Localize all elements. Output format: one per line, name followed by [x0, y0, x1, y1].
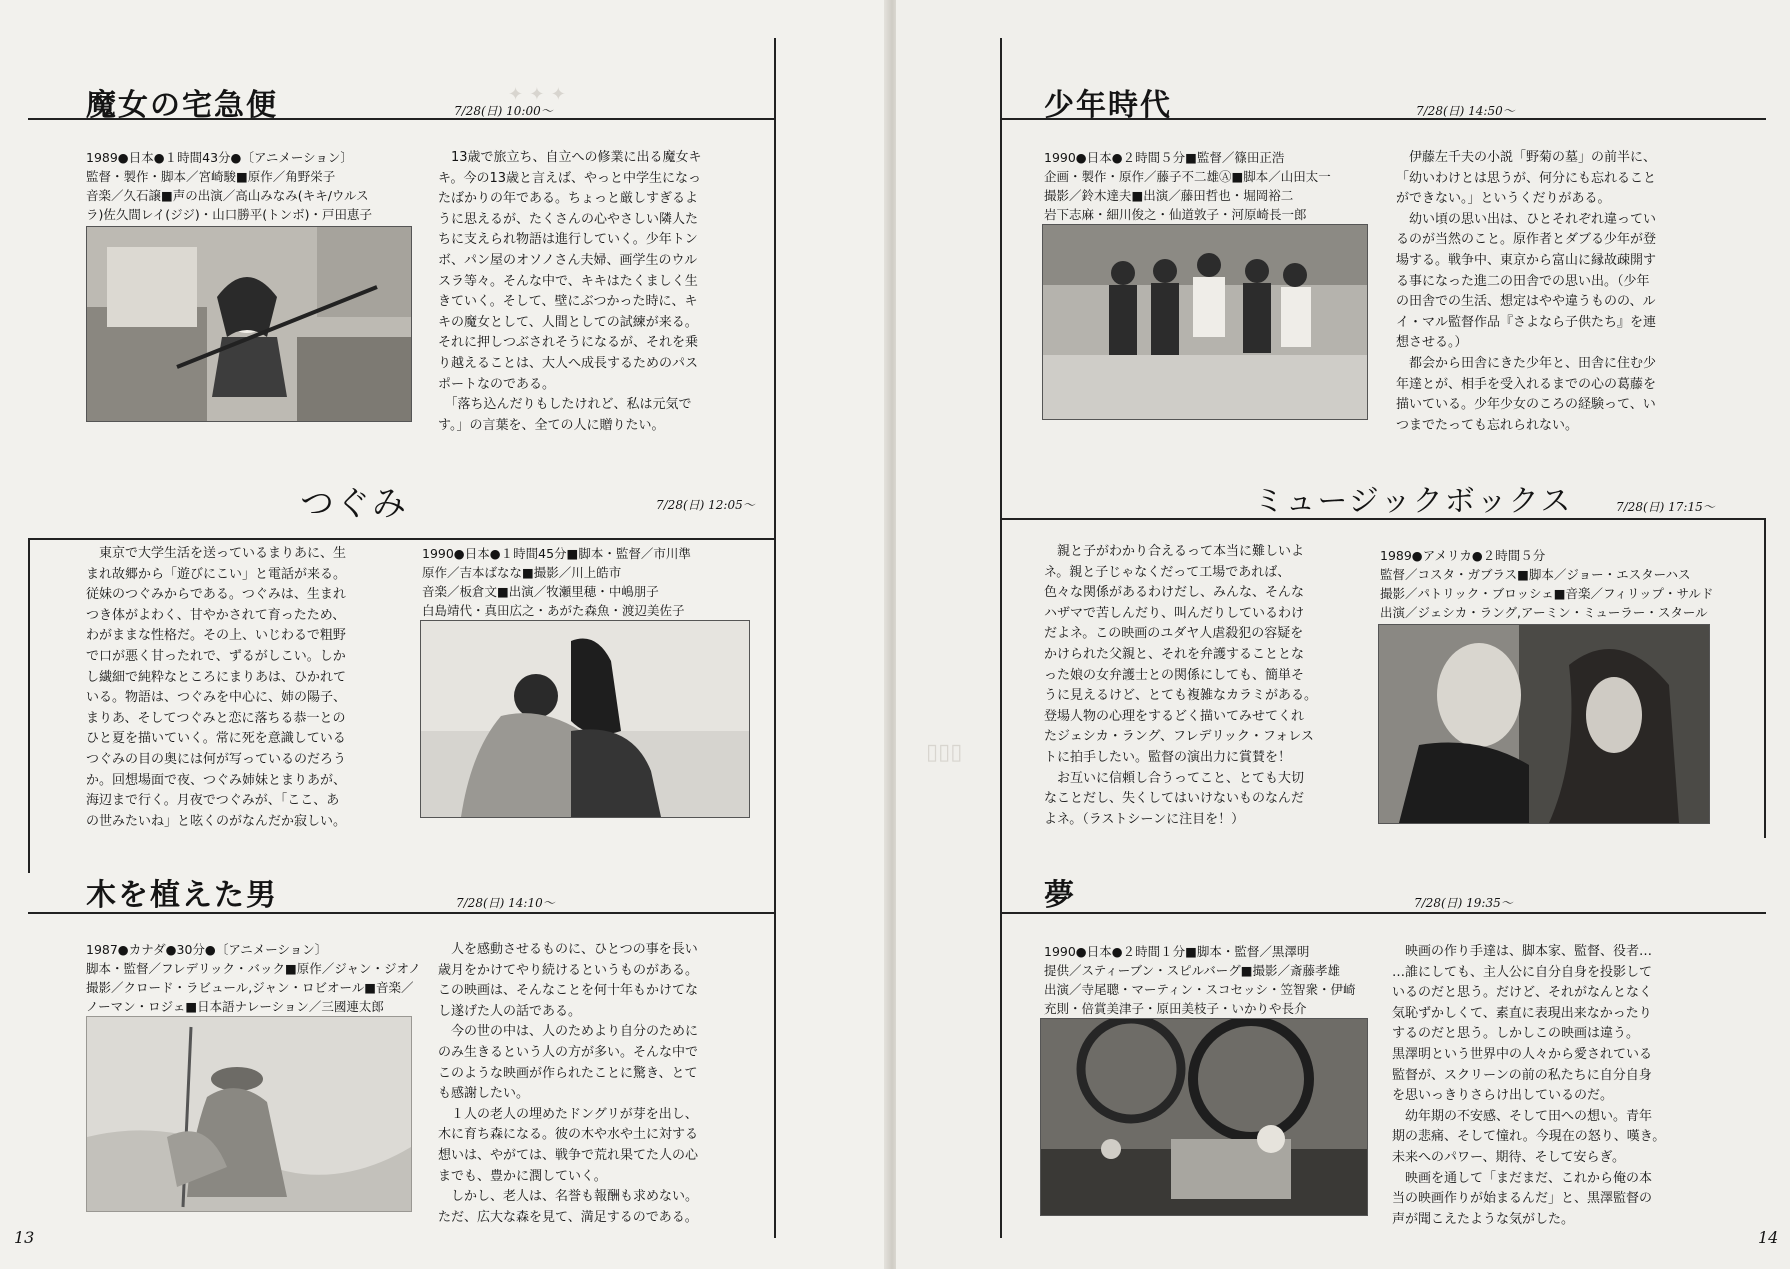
film-review-music-box: 親と子がわかり合えるって本当に難しいよ ネ。親と子じゃなくだって工場であれば、 色々な関係があるわけだし、みんな、そんな ハザマで苦しんだり、叫んだりしているわけ だよネ。この映画のユダヤ人虐殺犯の容疑を かけられた父親と、それを弁護することとな った娘の女弁護士との関係にしても、簡単そ うに見えるけど、とても複雑なカラミがある。 登場人物の心理をするどく描いてみせてくれ たジェシカ・ラング、フレデリック・フォレス トに拍手したい。監督の演出力に賞賛を！ お互いに信頼し合うってこと、とても大切 なことだし、失くしてはいけないものなんだ よネ。（ラストシーンに注目を！） — [1044, 544, 1318, 827]
film-still-music-box — [1378, 624, 1710, 824]
film-credits-dreams: 1990●日本●２時間１分■脚本・監督／黒澤明 提供／スティーブン・スピルバーグ■撮影／斎藤孝雄 出演／寺尾聰・マーティン・スコセッシ・笠智衆・伊崎 充則・倍賞美津子・原田美枝子・いかりや長介 — [1044, 944, 1356, 1016]
film-review-man-who-planted-trees: 人を感動させるものに、ひとつの事を長い 歳月をかけてやり続けるというものがある。 この映画は、そんなことを何十年もかけてな し遂げた人の話である。 今の世の中は、人のためより自分のために のみ生きるという人の方が多い。そんな中で このような映画が作られたことに驚き、とて も感謝したい。 １人の老人の埋めたドングリが芽を出し、 木に育ち森になる。彼の木や水や土に対する 想いは、やがては、戦争で荒れ果てた人の心 までも、豊かに潤していく。 しかし、老人は、名誉も報酬も求めない。 ただ、広大な森を見て、満足するのである。 — [438, 942, 699, 1225]
page-frame-right-line — [774, 38, 776, 1238]
film-credits-music-box: 1989●アメリカ●２時間５分 監督／コスタ・ガブラス■脚本／ジョー・エスターハス 撮影／パトリック・ブロッシェ■音楽／フィリップ・サルド 出演／ジェシカ・ラング,アーミン・ミューラー・スタール — [1380, 548, 1714, 620]
right-page — [896, 0, 1790, 1269]
bleed-through-text: ▯▯▯ — [926, 740, 963, 765]
film-review-dreams: 映画の作り手達は、脚本家、監督、役者… …誰にしても、主人公に自分自身を投影して いるのだと思う。だけど、それがなんとなく 気恥ずかしくて、素直に表現出来なかったり するのだと思う。しかしこの映画は違う。 黒澤明という世界中の人々から愛されている 監督が、スクリーンの前の私たちに自分自身 を思いっきりさらけ出しているのだ。 幼年期の不安感、そして田への想い。青年 期の悲痛、そして憧れ。今現在の怒り、嘆き。 未来へのパワー、期待、そして安らぎ。 映画を通して「まだまだ、これから俺の本 当の映画作りが始まるんだ」と、黒澤監督の 声が聞こえたような気がした。 — [1392, 944, 1666, 1227]
page-frame-left-line — [1000, 38, 1002, 1238]
film-still-tsugumi — [420, 620, 750, 818]
film-still-kiki — [86, 226, 412, 422]
film-credits-kiki: 1989●日本●１時間43分●〔アニメーション〕 監督・製作・脚本／宮崎駿■原作／角野栄子 音楽／久石譲■声の出演／高山みなみ(キキ/ウルス ラ)佐久間レイ(ジジ)・山口勝平(トンボ)・戸田恵子 — [86, 150, 372, 222]
film-title-tsugumi: つぐみ — [300, 484, 408, 524]
screening-time-shonen-jidai: 7/28(日) 14:50〜 — [1416, 104, 1515, 118]
bleed-through-text: ✦ ✦ ✦ — [508, 84, 566, 105]
film-still-dreams — [1040, 1018, 1368, 1216]
film-title-shonen-jidai: 少年時代 — [1044, 88, 1172, 123]
page-number-left: 13 — [14, 1228, 35, 1247]
film-title-man-who-planted-trees: 木を植えた男 — [86, 878, 278, 913]
film-title-kiki: 魔女の宅急便 — [86, 88, 278, 123]
film-title-music-box: ミュージックボックス — [1254, 484, 1573, 519]
screening-time-tsugumi: 7/28(日) 12:05〜 — [656, 498, 755, 512]
film-still-man-who-planted-trees — [86, 1016, 412, 1212]
frame-left-line-tsugumi — [28, 538, 30, 873]
film-review-shonen-jidai: 伊藤左千夫の小説「野菊の墓」の前半に、 「幼いわけとは思うが、何分にも忘れること ができない。」というくだりがある。 幼い頃の思い出は、ひとそれぞれ違ってい るのが当然のこと。原作者とダブる少年が登 場する。戦争中、東京から富山に縁故疎開す る事になった進二の田舎での思い出。（少年 の田舎での生活、想定はやや違うものの、ル イ・マル監督作品『さよなら子供たち』を連 想させる。） 都会から田舎にきた少年と、田舎に住む少 年達とが、相手を受入れるまでの心の葛藤を 描いている。少年少女のころの経験って、い つまでたっても忘れられない。 — [1396, 150, 1657, 433]
film-review-kiki: 13歳で旅立ち、自立への修業に出る魔女キ キ。今の13歳と言えば、やっと中学生になっ たばかりの年である。ちょっと厳しすぎるよ うに思えるが、たくさんの心やさしい隣人た ちに支えられ物語は進行していく。少年トン ボ、パン屋のオソノさん夫婦、画学生のウル スラ等々。そんな中で、キキはたくましく生 きていく。そして、壁にぶつかった時に、キ キの魔女として、人間としての試練が来る。 それに押しつぶされそうになるが、それを乗 り越えることは、大人へ成長するためのパス ポートなのである。 「落ち込んだりもしたけれど、私は元気で す。」の言葉を、全ての人に贈りたい。 — [438, 150, 702, 433]
frame-right-line-music-box — [1764, 518, 1766, 838]
film-credits-man-who-planted-trees: 1987●カナダ●30分●〔アニメーション〕 脚本・監督／フレデリック・バック■原作／ジャン・ジオノ 撮影／クロード・ラビュール,ジャン・ロビオール■音楽／ ノーマン・ロジェ■日本語ナレーション／三國連太郎 — [86, 942, 421, 1014]
rule-tsugumi — [28, 538, 776, 540]
rule-dreams — [1000, 912, 1766, 914]
screening-time-man-who-planted-trees: 7/28(日) 14:10〜 — [456, 896, 555, 910]
film-credits-tsugumi: 1990●日本●１時間45分■脚本・監督／市川準 原作／吉本ばなな■撮影／川上皓市 音楽／板倉文■出演／牧瀬里穂・中嶋朋子 白島靖代・真田広之・あがた森魚・渡辺美佐子 — [422, 546, 691, 618]
film-title-dreams: 夢 — [1044, 878, 1076, 913]
left-page — [0, 0, 888, 1269]
screening-time-dreams: 7/28(日) 19:35〜 — [1414, 896, 1513, 910]
film-review-tsugumi: 東京で大学生活を送っているまりあに、生 まれ故郷から「遊びにこい」と電話が来る。 従妹のつぐみからである。つぐみは、生まれ つき体がよわく、甘やかされて育ったため、 わがままな性格だ。その上、いじわるで粗野 で口が悪く甘ったれで、ずるがしこい。しか し繊細で純粋なところにまりあは、ひかれて いる。物語は、つぐみを中心に、姉の陽子、 まりあ、そしてつぐみと恋に落ちる恭一との ひと夏を描いていく。常に死を意識している つぐみの目の奥には何が写っているのだろう か。回想場面で夜、つぐみ姉妹とまりあが、 海辺まで行く。月夜でつぐみが、「ここ、あ の世みたいね」と呟くのがなんだか寂しい。 — [86, 546, 347, 829]
page-number-right: 14 — [1758, 1228, 1779, 1247]
screening-time-music-box: 7/28(日) 17:15〜 — [1616, 500, 1715, 514]
film-credits-shonen-jidai: 1990●日本●２時間５分■監督／篠田正浩 企画・製作・原作／藤子不二雄Ⓐ■脚本／山田太一 撮影／鈴木達夫■出演／藤田哲也・堀岡裕二 岩下志麻・細川俊之・仙道敦子・河原崎長一郎 — [1044, 150, 1331, 222]
screening-time-kiki: 7/28(日) 10:00〜 — [454, 104, 553, 118]
film-still-shonen-jidai — [1042, 224, 1368, 420]
